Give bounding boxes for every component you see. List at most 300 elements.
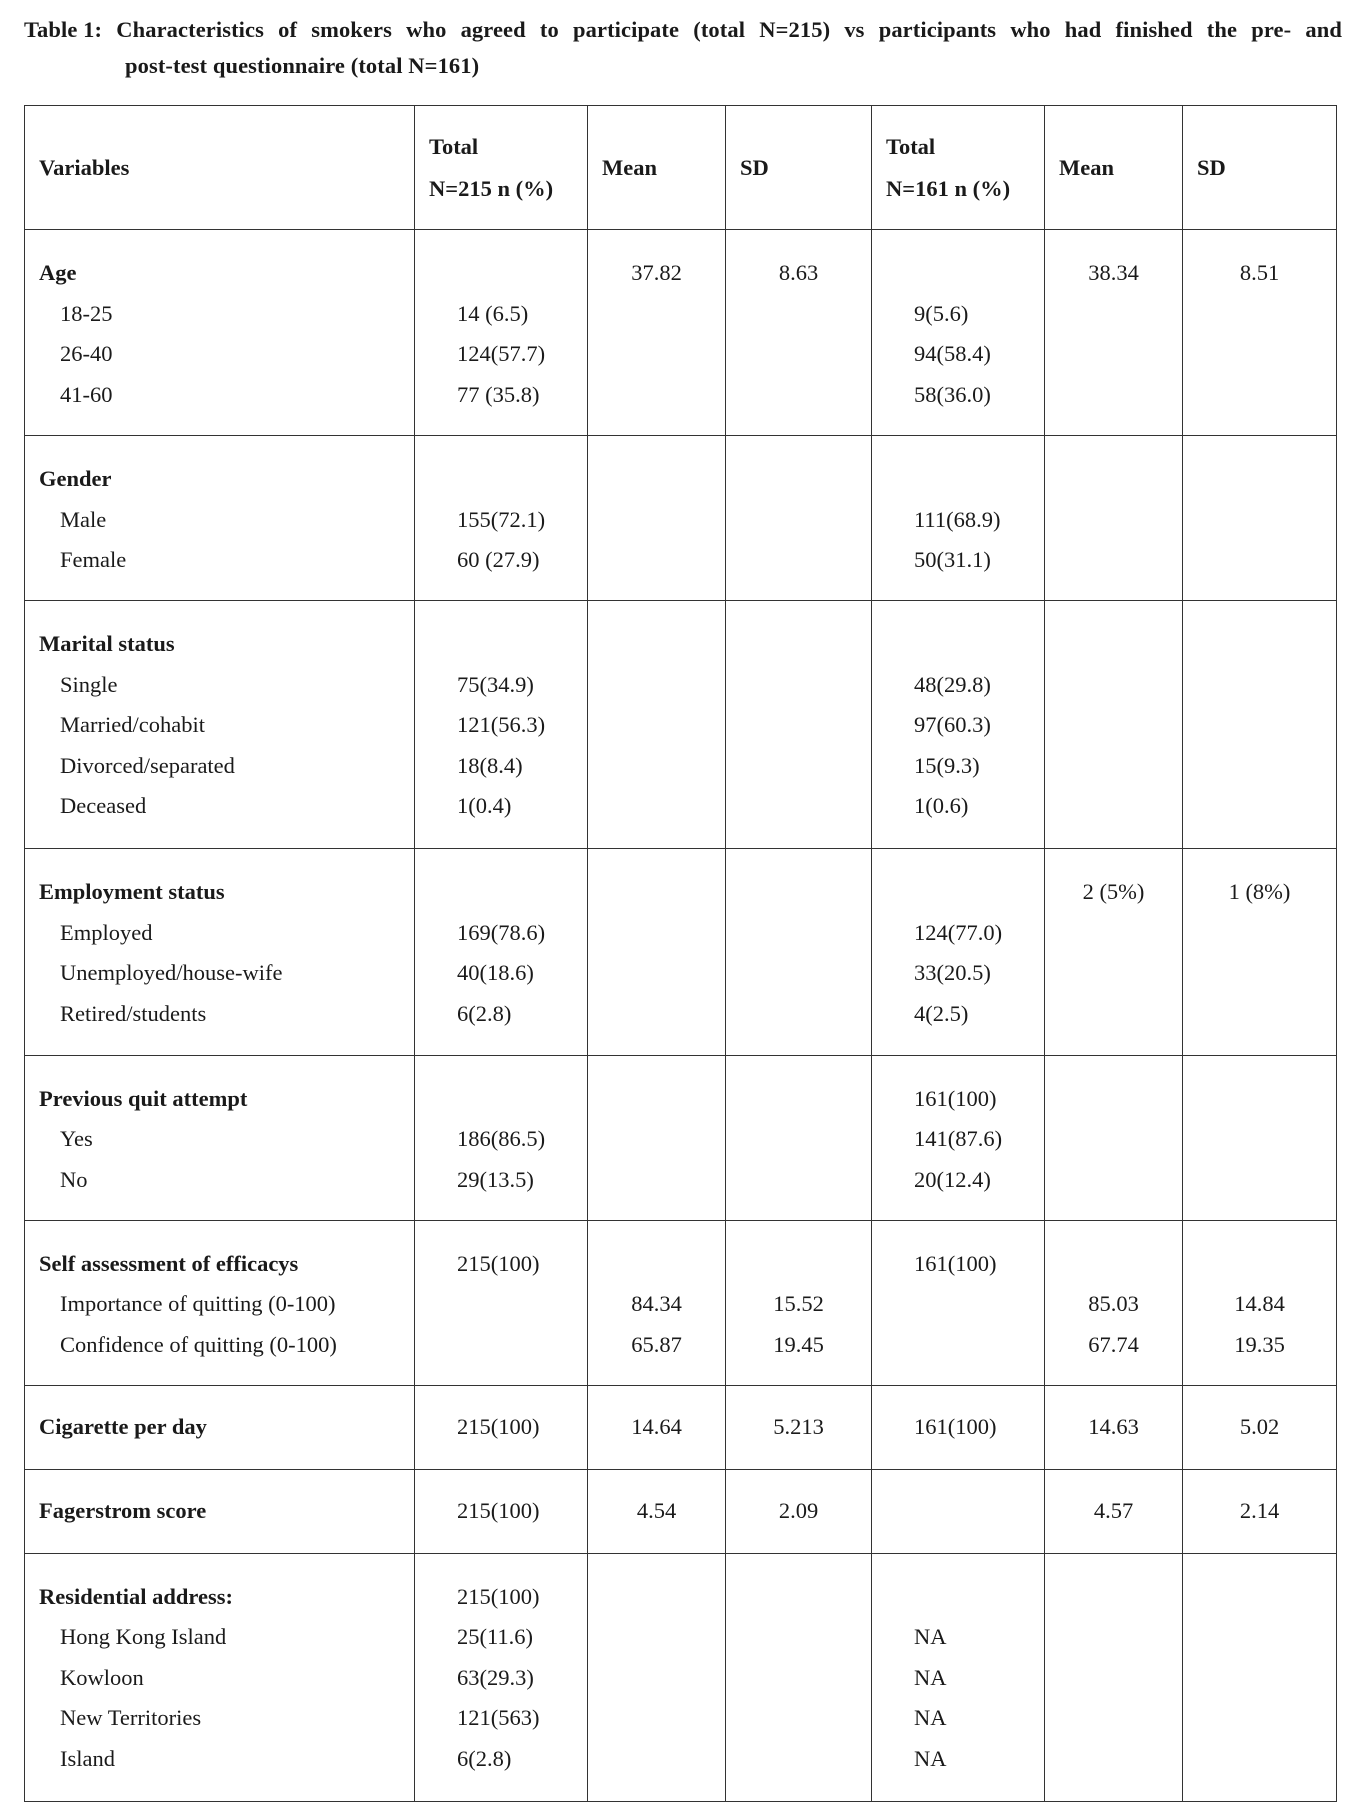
mean-1-cell [588, 1055, 726, 1220]
cell-value: 169(78.6) [457, 919, 546, 945]
cell-value [588, 540, 725, 581]
variable-category: Married/cohabit [60, 712, 205, 738]
cell-value: 97(60.3) [914, 712, 991, 738]
variable-cell [25, 1220, 415, 1385]
cell-value [1183, 1658, 1336, 1699]
variable-category: Female [60, 547, 127, 573]
mean-2-cell [1045, 230, 1183, 436]
variable-category: Island [60, 1745, 115, 1771]
cell-value: NA [914, 1705, 947, 1731]
table-row [25, 849, 1337, 1055]
cell-value [1045, 1739, 1182, 1780]
cell-value [1045, 913, 1182, 954]
total-215-cell [415, 849, 588, 1055]
cell-value: 4(2.5) [914, 1000, 969, 1026]
cell-value: 14.84 [1234, 1291, 1285, 1317]
variable-category: Importance of quitting (0-100) [60, 1291, 336, 1317]
cell-value [726, 913, 871, 954]
cell-value: 40(18.6) [457, 960, 534, 986]
cell-value [588, 1698, 725, 1739]
variable-category: Employed [60, 919, 153, 945]
table-row [25, 230, 1337, 436]
cell-value [726, 459, 871, 500]
cell-value: 2 (5%) [1082, 879, 1145, 905]
cell-value: 37.82 [631, 260, 682, 285]
cell-value: 67.74 [1088, 1331, 1139, 1357]
cell-value: 5.213 [773, 1413, 824, 1439]
cell-value [588, 1244, 725, 1285]
cell-value [1183, 1079, 1336, 1120]
cell-value [872, 253, 1044, 294]
cell-value: 33(20.5) [914, 960, 991, 986]
cell-value: 14 (6.5) [457, 300, 529, 326]
mean-1-cell [588, 601, 726, 849]
variable-category: Hong Kong Island [60, 1624, 227, 1650]
sd-2-cell [1183, 436, 1337, 601]
cell-value: 121(56.3) [457, 712, 546, 738]
cell-value [726, 1658, 871, 1699]
variable-heading: Residential address: [39, 1583, 233, 1609]
cell-value [726, 746, 871, 787]
mean-2-cell [1045, 849, 1183, 1055]
cell-value [1045, 540, 1182, 581]
cell-value: 215(100) [457, 1498, 540, 1523]
cell-value: 77 (35.8) [457, 381, 540, 407]
sd-1-cell [726, 601, 872, 849]
cell-value [726, 1119, 871, 1160]
variable-category: Confidence of quitting (0-100) [60, 1331, 337, 1357]
caption-word: the [1206, 17, 1238, 42]
total-161-cell [872, 1385, 1045, 1469]
cell-value [1045, 294, 1182, 335]
cell-value [588, 624, 725, 665]
cell-value [1045, 459, 1182, 500]
cell-value [1183, 786, 1336, 827]
cell-value [1045, 375, 1182, 416]
header-sd-2: SD [1183, 106, 1337, 230]
cell-value [415, 624, 587, 665]
mean-2-cell [1045, 601, 1183, 849]
cell-value [1183, 459, 1336, 500]
cell-value: 63(29.3) [457, 1664, 534, 1690]
header-row [25, 106, 1337, 230]
cell-value [726, 294, 871, 335]
mean-1-cell [588, 1220, 726, 1385]
variable-cell [25, 1385, 415, 1469]
cell-value [588, 1119, 725, 1160]
cell-value [1183, 1739, 1336, 1780]
sd-2-cell [1183, 1385, 1337, 1469]
variable-category: 26-40 [60, 341, 113, 366]
cell-value [415, 1325, 587, 1366]
cell-value [1045, 500, 1182, 541]
total-161-cell [872, 1220, 1045, 1385]
cell-value [588, 872, 725, 913]
cell-value: 15(9.3) [914, 752, 980, 778]
header-sd-1: SD [726, 106, 872, 230]
mean-2-cell [1045, 1469, 1183, 1553]
cell-value: 9(5.6) [914, 300, 969, 326]
variable-category: Unemployed/house-wife [60, 960, 283, 986]
caption-word: who [1010, 17, 1051, 42]
cell-value: 6(2.8) [457, 1745, 512, 1771]
total-161-cell [872, 230, 1045, 436]
mean-1-cell [588, 1385, 726, 1469]
cell-value [1045, 1617, 1182, 1658]
cell-value: 18(8.4) [457, 752, 523, 778]
sd-1-cell [726, 1553, 872, 1801]
sd-2-cell [1183, 1469, 1337, 1553]
variable-cell [25, 1553, 415, 1801]
total-215-cell [415, 1553, 588, 1801]
caption-word: vs [844, 17, 865, 42]
caption-word: pre- [1251, 17, 1292, 42]
sd-1-cell [726, 1469, 872, 1553]
cell-value: 14.64 [631, 1413, 682, 1439]
cell-value [588, 459, 725, 500]
cell-value [1045, 1658, 1182, 1699]
total-161-cell [872, 1553, 1045, 1801]
cell-value: 121(563) [457, 1705, 540, 1731]
cell-value [588, 913, 725, 954]
cell-value: 20(12.4) [914, 1166, 991, 1192]
cell-value: 25(11.6) [457, 1624, 534, 1650]
cell-value [726, 994, 871, 1035]
total-215-cell [415, 601, 588, 849]
caption-word: N=215) [759, 17, 831, 42]
cell-value: 19.35 [1234, 1331, 1285, 1357]
header-total-215 [415, 106, 588, 230]
sd-2-cell [1183, 849, 1337, 1055]
cell-value [1183, 1617, 1336, 1658]
caption-line-1 [24, 12, 1342, 48]
sd-1-cell [726, 1220, 872, 1385]
cell-value [726, 1079, 871, 1120]
cell-value: 48(29.8) [914, 671, 991, 697]
sd-2-cell [1183, 601, 1337, 849]
cell-value [726, 1698, 871, 1739]
cell-value: 161(100) [914, 1250, 997, 1276]
table-row [25, 1385, 1337, 1469]
cell-value: 215(100) [457, 1413, 540, 1439]
table-row [25, 1220, 1337, 1385]
caption-word: finished [1115, 17, 1193, 42]
variable-category: 18-25 [60, 300, 113, 326]
cell-value [588, 953, 725, 994]
cell-value [726, 1577, 871, 1618]
cell-value [588, 1739, 725, 1780]
cell-value: 38.34 [1088, 260, 1139, 285]
caption-line-2: post-test questionnaire (total N=161) [125, 53, 480, 78]
cell-value [872, 1325, 1044, 1366]
variable-category: Retired/students [60, 1000, 207, 1026]
cell-value [726, 1739, 871, 1780]
mean-2-cell [1045, 1385, 1183, 1469]
table-row [25, 601, 1337, 849]
cell-value [1045, 1244, 1182, 1285]
cell-value [726, 1160, 871, 1201]
header-variables: Variables [25, 106, 415, 230]
cell-value: 5.02 [1239, 1413, 1280, 1439]
cell-value [1183, 1244, 1336, 1285]
cell-value [726, 1617, 871, 1658]
cell-value [588, 334, 725, 375]
cell-value: 2.14 [1239, 1498, 1280, 1523]
variable-category: Divorced/separated [60, 752, 235, 778]
table-row [25, 436, 1337, 601]
variable-cell [25, 1055, 415, 1220]
variable-category: Single [60, 671, 118, 697]
variable-heading: Age [39, 260, 77, 285]
table-caption [24, 12, 1342, 84]
cell-value [726, 665, 871, 706]
cell-value [1183, 994, 1336, 1035]
header-total-215-line1: Total [429, 133, 479, 159]
cell-value [415, 1079, 587, 1120]
cell-value [1183, 624, 1336, 665]
total-161-cell [872, 1469, 1045, 1553]
cell-value: 1 (8%) [1228, 879, 1291, 905]
cell-value [1183, 500, 1336, 541]
variable-heading: Self assessment of efficacys [39, 1250, 299, 1276]
cell-value [588, 1160, 725, 1201]
caption-word: participants [878, 17, 997, 42]
total-215-cell [415, 1385, 588, 1469]
cell-value [1183, 334, 1336, 375]
cell-value: 155(72.1) [457, 506, 546, 532]
cell-value [588, 1079, 725, 1120]
total-161-cell [872, 849, 1045, 1055]
cell-value [1183, 953, 1336, 994]
caption-word: of [278, 17, 298, 42]
cell-value [588, 786, 725, 827]
variable-cell [25, 230, 415, 436]
cell-value [1183, 294, 1336, 335]
variable-category: New Territories [60, 1705, 202, 1731]
header-total-161-line1: Total [886, 133, 936, 159]
variable-category: Yes [60, 1126, 93, 1151]
cell-value [1183, 1577, 1336, 1618]
sd-1-cell [726, 230, 872, 436]
cell-value: 215(100) [457, 1583, 540, 1609]
cell-value [726, 953, 871, 994]
cell-value: 124(77.0) [914, 919, 1003, 945]
sd-1-cell [726, 436, 872, 601]
cell-value: NA [914, 1664, 947, 1690]
cell-value [872, 624, 1044, 665]
cell-value [1183, 705, 1336, 746]
cell-value [726, 705, 871, 746]
variable-heading: Employment status [39, 879, 225, 905]
cell-value: 85.03 [1088, 1291, 1139, 1317]
caption-label: Table 1: [24, 17, 103, 42]
cell-value: 1(0.6) [914, 793, 969, 819]
cell-value: 60 (27.9) [457, 547, 540, 573]
cell-value [1045, 1698, 1182, 1739]
cell-value [1183, 540, 1336, 581]
cell-value [1183, 1119, 1336, 1160]
cell-value: 4.54 [636, 1498, 677, 1523]
cell-value [1045, 1079, 1182, 1120]
characteristics-table [24, 105, 1337, 1802]
cell-value: 29(13.5) [457, 1166, 534, 1192]
mean-1-cell [588, 849, 726, 1055]
cell-value [1045, 994, 1182, 1035]
sd-2-cell [1183, 1553, 1337, 1801]
cell-value [588, 1577, 725, 1618]
cell-value [872, 872, 1044, 913]
mean-2-cell [1045, 1055, 1183, 1220]
cell-value [726, 872, 871, 913]
cell-value [415, 1284, 587, 1325]
cell-value [1045, 624, 1182, 665]
caption-word: smokers [311, 17, 392, 42]
cell-value [1183, 913, 1336, 954]
cell-value: 8.51 [1239, 260, 1280, 285]
cell-value: 65.87 [631, 1331, 682, 1357]
mean-1-cell [588, 230, 726, 436]
cell-value: NA [914, 1745, 947, 1771]
caption-word: agreed [460, 17, 526, 42]
variable-category: Deceased [60, 793, 147, 819]
cell-value [588, 746, 725, 787]
cell-value: 94(58.4) [914, 341, 991, 366]
caption-word: who [406, 17, 447, 42]
variable-category: 41-60 [60, 381, 113, 407]
cell-value: 58(36.0) [914, 381, 991, 407]
mean-2-cell [1045, 436, 1183, 601]
cell-value: 111(68.9) [914, 506, 1001, 532]
total-161-cell [872, 436, 1045, 601]
sd-2-cell [1183, 230, 1337, 436]
mean-1-cell [588, 436, 726, 601]
cell-value [1045, 1160, 1182, 1201]
cell-value [726, 500, 871, 541]
sd-1-cell [726, 849, 872, 1055]
caption-word: participate [573, 17, 680, 42]
cell-value: 4.57 [1093, 1498, 1134, 1523]
cell-value: 161(100) [914, 1085, 997, 1111]
cell-value: 8.63 [778, 260, 819, 285]
sd-2-cell [1183, 1220, 1337, 1385]
cell-value [1045, 1119, 1182, 1160]
caption-word: had [1064, 17, 1102, 42]
cell-value [1045, 334, 1182, 375]
cell-value [588, 994, 725, 1035]
cell-value: 6(2.8) [457, 1000, 512, 1026]
cell-value: 15.52 [773, 1291, 824, 1317]
total-215-cell [415, 1220, 588, 1385]
table-row [25, 1055, 1337, 1220]
cell-value [415, 459, 587, 500]
total-215-cell [415, 230, 588, 436]
cell-value [872, 459, 1044, 500]
table-row [25, 1469, 1337, 1553]
cell-value [726, 540, 871, 581]
sd-1-cell [726, 1055, 872, 1220]
cell-value: 84.34 [631, 1291, 682, 1317]
total-215-cell [415, 436, 588, 601]
variable-cell [25, 1469, 415, 1553]
cell-value [588, 500, 725, 541]
cell-value [1183, 746, 1336, 787]
caption-word: (total [693, 17, 746, 42]
cell-value [726, 786, 871, 827]
caption-word: and [1305, 17, 1342, 42]
cell-value [872, 1491, 1044, 1532]
mean-2-cell [1045, 1220, 1183, 1385]
cell-value [588, 294, 725, 335]
cell-value: 186(86.5) [457, 1126, 546, 1151]
variable-category: No [60, 1166, 88, 1192]
total-215-cell [415, 1055, 588, 1220]
cell-value: 161(100) [914, 1413, 997, 1439]
total-215-cell [415, 1469, 588, 1553]
cell-value [588, 665, 725, 706]
table-row [25, 1553, 1337, 1801]
cell-value [1183, 1160, 1336, 1201]
cell-value: 14.63 [1088, 1413, 1139, 1439]
total-161-cell [872, 1055, 1045, 1220]
sd-2-cell [1183, 1055, 1337, 1220]
cell-value: 141(87.6) [914, 1126, 1003, 1151]
cell-value [588, 375, 725, 416]
cell-value [726, 334, 871, 375]
caption-word: Characteristics [116, 17, 264, 42]
mean-1-cell [588, 1553, 726, 1801]
variable-heading: Fagerstrom score [39, 1498, 207, 1523]
cell-value: 124(57.7) [457, 341, 546, 366]
header-mean-2: Mean [1045, 106, 1183, 230]
variable-cell [25, 849, 415, 1055]
cell-value [1045, 1577, 1182, 1618]
variable-category: Kowloon [60, 1664, 144, 1690]
cell-value: 50(31.1) [914, 547, 991, 573]
header-total-161 [872, 106, 1045, 230]
sd-1-cell [726, 1385, 872, 1469]
cell-value [726, 375, 871, 416]
cell-value: 19.45 [773, 1331, 824, 1357]
variable-cell [25, 601, 415, 849]
cell-value [588, 1617, 725, 1658]
cell-value [588, 705, 725, 746]
cell-value [1045, 786, 1182, 827]
cell-value [872, 1284, 1044, 1325]
cell-value [1045, 705, 1182, 746]
variable-heading: Cigarette per day [39, 1413, 207, 1439]
variable-heading: Gender [39, 466, 112, 492]
cell-value [872, 1577, 1044, 1618]
cell-value [1183, 375, 1336, 416]
cell-value: 75(34.9) [457, 671, 534, 697]
cell-value [1183, 665, 1336, 706]
cell-value [726, 1244, 871, 1285]
cell-value [1045, 746, 1182, 787]
cell-value [1045, 665, 1182, 706]
variable-category: Male [60, 506, 107, 532]
variable-cell [25, 436, 415, 601]
mean-2-cell [1045, 1553, 1183, 1801]
cell-value [588, 1658, 725, 1699]
header-total-215-line2: N=215 n (%) [429, 175, 554, 201]
cell-value [415, 872, 587, 913]
header-mean-1: Mean [588, 106, 726, 230]
cell-value [1045, 953, 1182, 994]
cell-value [726, 624, 871, 665]
cell-value: NA [914, 1624, 947, 1650]
cell-value [415, 253, 587, 294]
cell-value: 2.09 [778, 1498, 819, 1523]
